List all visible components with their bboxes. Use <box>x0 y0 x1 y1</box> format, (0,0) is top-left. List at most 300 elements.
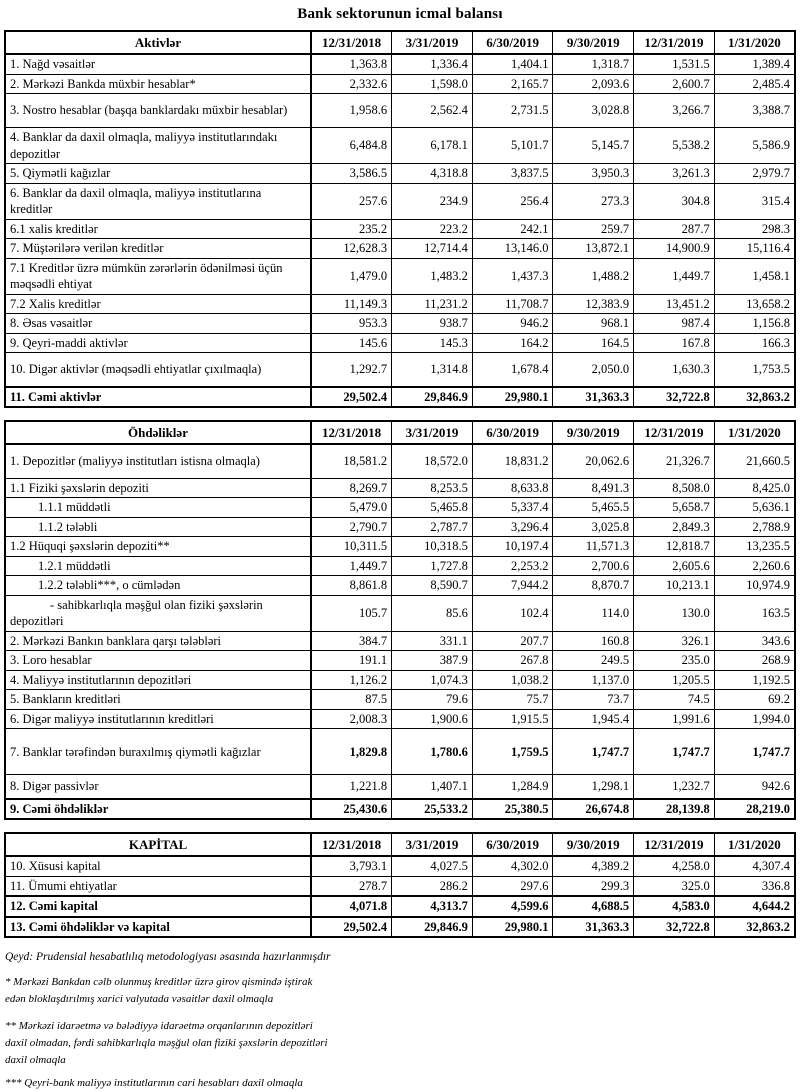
cell-value: 2,700.6 <box>553 556 634 576</box>
cell-value: 3,793.1 <box>311 856 392 876</box>
cell-value: 1,945.4 <box>553 709 634 729</box>
cell-value: 304.8 <box>634 183 715 219</box>
cell-value: 5,337.4 <box>472 498 553 518</box>
cell-value: 164.5 <box>553 333 634 353</box>
table-row <box>5 387 795 408</box>
capital-table <box>4 832 796 938</box>
cell-value: 2,485.4 <box>714 74 795 94</box>
cell-value: 11,708.7 <box>472 294 553 314</box>
cell-value: 10,311.5 <box>311 537 392 557</box>
cell-value: 21,326.7 <box>634 444 715 478</box>
cell-value: 8,870.7 <box>553 576 634 596</box>
row-label: 6. Banklar da daxil olmaqla, maliyyə institutlarına kreditlər <box>5 183 311 219</box>
column-header: 6/30/2019 <box>472 833 553 856</box>
table-row <box>5 775 795 799</box>
column-header: 9/30/2019 <box>553 31 634 54</box>
cell-value: 4,313.7 <box>392 896 473 917</box>
column-header: 6/30/2019 <box>472 421 553 444</box>
cell-value: 1,449.7 <box>311 556 392 576</box>
cell-value: 20,062.6 <box>553 444 634 478</box>
cell-value: 4,071.8 <box>311 896 392 917</box>
cell-value: 1,678.4 <box>472 353 553 387</box>
cell-value: 273.3 <box>553 183 634 219</box>
cell-value: 1,727.8 <box>392 556 473 576</box>
cell-value: 1,458.1 <box>714 258 795 294</box>
cell-value: 32,722.8 <box>634 387 715 408</box>
column-header: 9/30/2019 <box>553 421 634 444</box>
row-label: 2. Mərkəzi Bankın banklara qarşı tələbləri <box>5 631 311 651</box>
column-header: 3/31/2019 <box>392 31 473 54</box>
table-row <box>5 54 795 74</box>
cell-value: 1,829.8 <box>311 729 392 775</box>
cell-value: 207.7 <box>472 631 553 651</box>
cell-value: 946.2 <box>472 314 553 334</box>
row-label: 4. Maliyyə institutlarının depozitləri <box>5 670 311 690</box>
cell-value: 8,269.7 <box>311 478 392 498</box>
cell-value: 5,636.1 <box>714 498 795 518</box>
table-row <box>5 595 795 631</box>
table-row <box>5 258 795 294</box>
cell-value: 1,958.6 <box>311 94 392 128</box>
column-header: 12/31/2018 <box>311 833 392 856</box>
row-label: 6. Digər maliyyə institutlarının kreditləri <box>5 709 311 729</box>
cell-value: 2,253.2 <box>472 556 553 576</box>
cell-value: 1,038.2 <box>472 670 553 690</box>
cell-value: 4,258.0 <box>634 856 715 876</box>
cell-value: 2,093.6 <box>553 74 634 94</box>
cell-value: 5,101.7 <box>472 128 553 164</box>
row-label: 11. Cəmi aktivlər <box>5 387 311 408</box>
cell-value: 13,658.2 <box>714 294 795 314</box>
cell-value: 2,332.6 <box>311 74 392 94</box>
cell-value: 286.2 <box>392 876 473 896</box>
cell-value: 953.3 <box>311 314 392 334</box>
table-row <box>5 239 795 259</box>
cell-value: 297.6 <box>472 876 553 896</box>
cell-value: 1,137.0 <box>553 670 634 690</box>
header-row <box>5 833 795 856</box>
cell-value: 5,465.8 <box>392 498 473 518</box>
cell-value: 2,562.4 <box>392 94 473 128</box>
row-label: 10. Xüsusi kapital <box>5 856 311 876</box>
cell-value: 105.7 <box>311 595 392 631</box>
cell-value: 1,336.4 <box>392 54 473 74</box>
cell-value: 73.7 <box>553 690 634 710</box>
cell-value: 1,205.5 <box>634 670 715 690</box>
cell-value: 2,979.7 <box>714 164 795 184</box>
cell-value: 167.8 <box>634 333 715 353</box>
cell-value: 2,788.9 <box>714 517 795 537</box>
cell-value: 1,437.3 <box>472 258 553 294</box>
cell-value: 145.6 <box>311 333 392 353</box>
cell-value: 18,581.2 <box>311 444 392 478</box>
cell-value: 336.8 <box>714 876 795 896</box>
row-label: 7.1 Kreditlər üzrə mümkün zərərlərin ödənilməsi üçün məqsədli ehtiyat <box>5 258 311 294</box>
cell-value: 13,872.1 <box>553 239 634 259</box>
table-row <box>5 333 795 353</box>
cell-value: 938.7 <box>392 314 473 334</box>
cell-value: 968.1 <box>553 314 634 334</box>
cell-value: 11,149.3 <box>311 294 392 314</box>
cell-value: 3,950.3 <box>553 164 634 184</box>
cell-value: 8,491.3 <box>553 478 634 498</box>
cell-value: 29,980.1 <box>472 917 553 938</box>
cell-value: 29,846.9 <box>392 917 473 938</box>
cell-value: 10,213.1 <box>634 576 715 596</box>
cell-value: 130.0 <box>634 595 715 631</box>
cell-value: 25,430.6 <box>311 799 392 820</box>
cell-value: 12,714.4 <box>392 239 473 259</box>
row-label: 13. Cəmi öhdəliklər və kapital <box>5 917 311 938</box>
row-label: 4. Banklar da daxil olmaqla, maliyyə institutlarındakı depozitlər <box>5 128 311 164</box>
cell-value: 3,266.7 <box>634 94 715 128</box>
table-row <box>5 128 795 164</box>
row-label: 8. Əsas vəsaitlər <box>5 314 311 334</box>
row-label: 1.2 Hüquqi şəxslərin depoziti** <box>5 537 311 557</box>
column-header: 6/30/2019 <box>472 31 553 54</box>
cell-value: 4,644.2 <box>714 896 795 917</box>
cell-value: 4,688.5 <box>553 896 634 917</box>
cell-value: 249.5 <box>553 651 634 671</box>
cell-value: 85.6 <box>392 595 473 631</box>
cell-value: 1,318.7 <box>553 54 634 74</box>
cell-value: 5,479.0 <box>311 498 392 518</box>
cell-value: 11,571.3 <box>553 537 634 557</box>
footnote-3: *** Qeyri-bank maliyyə institutlarının cari hesabları daxil olmaqla <box>5 1076 303 1089</box>
cell-value: 26,674.8 <box>553 799 634 820</box>
cell-value: 2,731.5 <box>472 94 553 128</box>
cell-value: 257.6 <box>311 183 392 219</box>
cell-value: 1,449.7 <box>634 258 715 294</box>
cell-value: 28,219.0 <box>714 799 795 820</box>
cell-value: 1,479.0 <box>311 258 392 294</box>
cell-value: 2,008.3 <box>311 709 392 729</box>
cell-value: 13,146.0 <box>472 239 553 259</box>
cell-value: 32,863.2 <box>714 917 795 938</box>
cell-value: 29,980.1 <box>472 387 553 408</box>
cell-value: 3,261.3 <box>634 164 715 184</box>
cell-value: 1,404.1 <box>472 54 553 74</box>
row-label: 1.1.2 tələbli <box>5 517 311 537</box>
row-label: 2. Mərkəzi Bankda müxbir hesablar* <box>5 74 311 94</box>
cell-value: 5,465.5 <box>553 498 634 518</box>
table-row <box>5 896 795 917</box>
cell-value: 1,780.6 <box>392 729 473 775</box>
cell-value: 29,502.4 <box>311 387 392 408</box>
cell-value: 331.1 <box>392 631 473 651</box>
row-label: 5. Bankların kreditləri <box>5 690 311 710</box>
cell-value: 4,583.0 <box>634 896 715 917</box>
table-row <box>5 651 795 671</box>
row-label: 7.2 Xalis kreditlər <box>5 294 311 314</box>
cell-value: 6,178.1 <box>392 128 473 164</box>
cell-value: 1,232.7 <box>634 775 715 799</box>
table-row <box>5 517 795 537</box>
cell-value: 31,363.3 <box>553 387 634 408</box>
cell-value: 29,846.9 <box>392 387 473 408</box>
cell-value: 25,380.5 <box>472 799 553 820</box>
table-row <box>5 799 795 820</box>
row-label: 1. Depozitlər (maliyyə institutları istisna olmaqla) <box>5 444 311 478</box>
cell-value: 1,488.2 <box>553 258 634 294</box>
table-row <box>5 917 795 938</box>
table-row <box>5 444 795 478</box>
table-row <box>5 74 795 94</box>
cell-value: 191.1 <box>311 651 392 671</box>
cell-value: 1,630.3 <box>634 353 715 387</box>
cell-value: 1,759.5 <box>472 729 553 775</box>
row-label: 8. Digər passivlər <box>5 775 311 799</box>
cell-value: 987.4 <box>634 314 715 334</box>
cell-value: 315.4 <box>714 183 795 219</box>
cell-value: 28,139.8 <box>634 799 715 820</box>
cell-value: 145.3 <box>392 333 473 353</box>
cell-value: 326.1 <box>634 631 715 651</box>
cell-value: 234.9 <box>392 183 473 219</box>
cell-value: 2,165.7 <box>472 74 553 94</box>
row-label: 5. Qiymətli kağızlar <box>5 164 311 184</box>
cell-value: 8,253.5 <box>392 478 473 498</box>
cell-value: 299.3 <box>553 876 634 896</box>
cell-value: 166.3 <box>714 333 795 353</box>
cell-value: 256.4 <box>472 183 553 219</box>
row-label: 6.1 xalis kreditlər <box>5 219 311 239</box>
cell-value: 4,302.0 <box>472 856 553 876</box>
cell-value: 1,747.7 <box>553 729 634 775</box>
column-header: 12/31/2018 <box>311 421 392 444</box>
cell-value: 235.2 <box>311 219 392 239</box>
cell-value: 32,863.2 <box>714 387 795 408</box>
table-row <box>5 576 795 596</box>
row-label: 3. Nostro hesablar (başqa banklardakı müxbir hesablar) <box>5 94 311 128</box>
table-row <box>5 856 795 876</box>
cell-value: 1,389.4 <box>714 54 795 74</box>
cell-value: 2,600.7 <box>634 74 715 94</box>
cell-value: 1,221.8 <box>311 775 392 799</box>
cell-value: 2,849.3 <box>634 517 715 537</box>
cell-value: 5,586.9 <box>714 128 795 164</box>
cell-value: 13,235.5 <box>714 537 795 557</box>
cell-value: 5,538.2 <box>634 128 715 164</box>
cell-value: 1,074.3 <box>392 670 473 690</box>
column-header: 12/31/2019 <box>634 421 715 444</box>
table-row <box>5 94 795 128</box>
table-row <box>5 709 795 729</box>
cell-value: 102.4 <box>472 595 553 631</box>
cell-value: 1,292.7 <box>311 353 392 387</box>
row-label: 12. Cəmi kapital <box>5 896 311 917</box>
cell-value: 1,747.7 <box>634 729 715 775</box>
tables-container <box>4 30 796 938</box>
row-label: 11. Ümumi ehtiyatlar <box>5 876 311 896</box>
cell-value: 87.5 <box>311 690 392 710</box>
cell-value: 18,831.2 <box>472 444 553 478</box>
table-row <box>5 690 795 710</box>
cell-value: 6,484.8 <box>311 128 392 164</box>
row-label: - sahibkarlıqla məşğul olan fiziki şəxslərin depozitləri <box>5 595 311 631</box>
table-row <box>5 498 795 518</box>
column-header: 1/31/2020 <box>714 421 795 444</box>
table-row <box>5 729 795 775</box>
row-label: 1.2.2 tələbli***, o cümlədən <box>5 576 311 596</box>
footnote-2: ** Mərkəzi idarəetmə və bələdiyyə idarəetmə orqanlarının depozitləri daxil olmadan, fərdi sahibkarlıqla məşğul olan fiziki şəxslərin depozitləri daxil olmaqla <box>5 1019 328 1066</box>
column-header: 9/30/2019 <box>553 833 634 856</box>
cell-value: 5,145.7 <box>553 128 634 164</box>
cell-value: 287.7 <box>634 219 715 239</box>
cell-value: 163.5 <box>714 595 795 631</box>
row-label: 9. Cəmi öhdəliklər <box>5 799 311 820</box>
row-label: 3. Loro hesablar <box>5 651 311 671</box>
note-qeyd: Qeyd: Prudensial hesabatlılıq metodologiyası əsasında hazırlanmışdır <box>5 951 331 964</box>
table-row <box>5 294 795 314</box>
cell-value: 1,298.1 <box>553 775 634 799</box>
cell-value: 13,451.2 <box>634 294 715 314</box>
table-row <box>5 219 795 239</box>
cell-value: 7,944.2 <box>472 576 553 596</box>
cell-value: 3,025.8 <box>553 517 634 537</box>
cell-value: 2,050.0 <box>553 353 634 387</box>
cell-value: 242.1 <box>472 219 553 239</box>
section-header: KAPİTAL <box>5 833 311 856</box>
cell-value: 4,027.5 <box>392 856 473 876</box>
table-row <box>5 556 795 576</box>
cell-value: 160.8 <box>553 631 634 651</box>
cell-value: 3,837.5 <box>472 164 553 184</box>
cell-value: 79.6 <box>392 690 473 710</box>
cell-value: 2,787.7 <box>392 517 473 537</box>
cell-value: 2,260.6 <box>714 556 795 576</box>
cell-value: 259.7 <box>553 219 634 239</box>
table-row <box>5 353 795 387</box>
header-row <box>5 31 795 54</box>
cell-value: 298.3 <box>714 219 795 239</box>
cell-value: 25,533.2 <box>392 799 473 820</box>
cell-value: 2,790.7 <box>311 517 392 537</box>
table-row <box>5 314 795 334</box>
cell-value: 4,599.6 <box>472 896 553 917</box>
cell-value: 1,314.8 <box>392 353 473 387</box>
cell-value: 8,633.8 <box>472 478 553 498</box>
cell-value: 10,197.4 <box>472 537 553 557</box>
row-label: 1.1 Fiziki şəxslərin depoziti <box>5 478 311 498</box>
cell-value: 31,363.3 <box>553 917 634 938</box>
cell-value: 3,586.5 <box>311 164 392 184</box>
cell-value: 12,383.9 <box>553 294 634 314</box>
cell-value: 1,747.7 <box>714 729 795 775</box>
cell-value: 8,590.7 <box>392 576 473 596</box>
cell-value: 1,994.0 <box>714 709 795 729</box>
cell-value: 387.9 <box>392 651 473 671</box>
cell-value: 10,318.5 <box>392 537 473 557</box>
assets-table <box>4 30 796 408</box>
cell-value: 75.7 <box>472 690 553 710</box>
row-label: 10. Digər aktivlər (məqsədli ehtiyatlar çıxılmaqla) <box>5 353 311 387</box>
cell-value: 1,915.5 <box>472 709 553 729</box>
cell-value: 1,991.6 <box>634 709 715 729</box>
row-label: 9. Qeyri-maddi aktivlər <box>5 333 311 353</box>
cell-value: 267.8 <box>472 651 553 671</box>
section-header: Öhdəliklər <box>5 421 311 444</box>
table-row <box>5 183 795 219</box>
table-row <box>5 478 795 498</box>
row-label: 1.1.1 müddətli <box>5 498 311 518</box>
cell-value: 343.6 <box>714 631 795 651</box>
cell-value: 1,753.5 <box>714 353 795 387</box>
column-header: 1/31/2020 <box>714 833 795 856</box>
cell-value: 164.2 <box>472 333 553 353</box>
cell-value: 69.2 <box>714 690 795 710</box>
page-title: Bank sektorunun icmal balansı <box>297 6 503 22</box>
cell-value: 74.5 <box>634 690 715 710</box>
row-label: 7. Banklar tərəfindən buraxılmış qiymətli kağızlar <box>5 729 311 775</box>
row-label: 1.2.1 müddətli <box>5 556 311 576</box>
cell-value: 235.0 <box>634 651 715 671</box>
column-header: 12/31/2019 <box>634 31 715 54</box>
column-header: 1/31/2020 <box>714 31 795 54</box>
cell-value: 278.7 <box>311 876 392 896</box>
cell-value: 3,388.7 <box>714 94 795 128</box>
cell-value: 8,425.0 <box>714 478 795 498</box>
cell-value: 1,192.5 <box>714 670 795 690</box>
footnote-1: * Mərkəzi Bankdan cəlb olunmuş kreditlər üzrə girov qismində iştirak edən bloklaşdırılmış xarici valyutada vəsaitlər daxil olmaqla <box>5 976 313 1006</box>
header-row <box>5 421 795 444</box>
cell-value: 2,605.6 <box>634 556 715 576</box>
cell-value: 8,508.0 <box>634 478 715 498</box>
cell-value: 1,156.8 <box>714 314 795 334</box>
cell-value: 1,531.5 <box>634 54 715 74</box>
cell-value: 1,363.8 <box>311 54 392 74</box>
cell-value: 1,598.0 <box>392 74 473 94</box>
cell-value: 1,126.2 <box>311 670 392 690</box>
cell-value: 10,974.9 <box>714 576 795 596</box>
cell-value: 11,231.2 <box>392 294 473 314</box>
cell-value: 4,307.4 <box>714 856 795 876</box>
cell-value: 114.0 <box>553 595 634 631</box>
cell-value: 325.0 <box>634 876 715 896</box>
table-row <box>5 670 795 690</box>
column-header: 3/31/2019 <box>392 421 473 444</box>
cell-value: 384.7 <box>311 631 392 651</box>
cell-value: 5,658.7 <box>634 498 715 518</box>
cell-value: 4,389.2 <box>553 856 634 876</box>
cell-value: 14,900.9 <box>634 239 715 259</box>
cell-value: 4,318.8 <box>392 164 473 184</box>
cell-value: 1,900.6 <box>392 709 473 729</box>
row-label: 7. Müştərilərə verilən kreditlər <box>5 239 311 259</box>
cell-value: 12,628.3 <box>311 239 392 259</box>
cell-value: 223.2 <box>392 219 473 239</box>
table-row <box>5 537 795 557</box>
cell-value: 21,660.5 <box>714 444 795 478</box>
cell-value: 12,818.7 <box>634 537 715 557</box>
table-row <box>5 164 795 184</box>
table-row <box>5 631 795 651</box>
cell-value: 1,284.9 <box>472 775 553 799</box>
cell-value: 1,483.2 <box>392 258 473 294</box>
column-header: 12/31/2018 <box>311 31 392 54</box>
cell-value: 8,861.8 <box>311 576 392 596</box>
cell-value: 3,296.4 <box>472 517 553 537</box>
cell-value: 29,502.4 <box>311 917 392 938</box>
cell-value: 18,572.0 <box>392 444 473 478</box>
liabilities-table <box>4 420 796 820</box>
cell-value: 1,407.1 <box>392 775 473 799</box>
cell-value: 32,722.8 <box>634 917 715 938</box>
cell-value: 942.6 <box>714 775 795 799</box>
notes-section <box>5 950 800 1091</box>
cell-value: 268.9 <box>714 651 795 671</box>
table-row <box>5 876 795 896</box>
